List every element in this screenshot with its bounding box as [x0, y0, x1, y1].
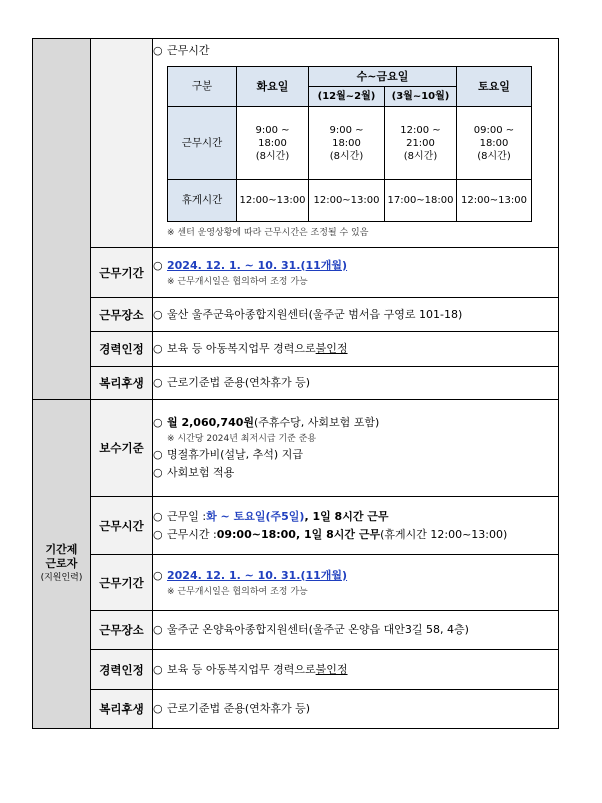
- career-content-1: ○ 보육 등 아동복지업무 경력으로 불인정: [153, 332, 559, 367]
- work-hours-note: ※ 센터 운영상황에 따라 근무시간은 조정될 수 있음: [167, 228, 369, 238]
- sched-row-work-label: 근무시간: [168, 107, 237, 180]
- header-cell-empty: [91, 39, 153, 248]
- sched-work-other: 12:00 ~ 21:00 (8시간): [385, 107, 457, 180]
- period-label-2: 근무기간: [91, 555, 153, 611]
- work-hours-content-2: ○ 근무일 : 화 ~ 토요일(주5일) , 1일 8시간 근무 ○ 근무시간 : 09:00~18:00, 1일 8시간 근무 (휴게시간 12:00~13:00): [153, 497, 559, 555]
- work-time-value: 09:00~18:00, 1일 8시간 근무: [216, 527, 381, 541]
- pay-label-2: 보수기준: [91, 400, 153, 497]
- row-place-2: [33, 611, 559, 650]
- sched-break-other: 17:00~18:00: [385, 180, 457, 222]
- sched-work-sat: 09:00 ~ 18:00 (8시간): [457, 107, 532, 180]
- row-welfare-2: [33, 690, 559, 729]
- period-content-1: ○ 2024. 12. 1. ~ 10. 31.(11개월) ※ 근무개시일은 협의하여 조정 가능: [153, 248, 559, 298]
- row-career-2: [33, 650, 559, 690]
- pay-holiday: 명절휴가비(설날, 추석) 지급: [167, 448, 303, 461]
- sched-work-tue: 9:00 ~ 18:00 (8시간): [237, 107, 309, 180]
- period-note-1: ※ 근무개시일은 협의하여 조정 가능: [167, 276, 308, 287]
- category-line1: 기간제: [45, 543, 78, 556]
- career-label-1: 경력인정: [91, 332, 153, 367]
- pay-amount: 월 2,060,740원: [167, 416, 255, 429]
- sched-break-sat: 12:00~13:00: [457, 180, 532, 222]
- welfare-value-1: 근로기준법 준용(연차휴가 등): [167, 376, 311, 389]
- pay-amount-detail: (주휴수당, 사회보험 포함): [254, 416, 380, 429]
- pay-note: ※ 시간당 2024년 최저시급 기준 준용: [167, 434, 317, 444]
- career-emph-1: 불인정: [315, 342, 348, 355]
- place-content-1: ○ 울산 울주군육아종합지원센터(울주군 범서읍 구영로 101-18): [153, 298, 559, 332]
- welfare-label-2: 복리후생: [91, 690, 153, 729]
- place-value-2: 울주군 온양육아종합지원센터(울주군 온양읍 대안3길 58, 4층): [167, 623, 469, 636]
- sched-header-winter: (12월~2월): [309, 87, 385, 107]
- pay-content-2: ○ 월 2,060,740원 (주휴수당, 사회보험 포함) ※ 시간당 2024년 최저시급 기준 준용 ○ 명절휴가비(설날, 추석) 지급 ○ 사회보험 적용: [153, 400, 559, 497]
- place-value-1: 울산 울주군육아종합지원센터(울주군 범서읍 구영로 101-18): [167, 307, 463, 321]
- row-period-2: [33, 555, 559, 611]
- welfare-label-1: 복리후생: [91, 367, 153, 400]
- place-content-2: ○ 울주군 온양육아종합지원센터(울주군 온양읍 대안3길 58, 4층): [153, 611, 559, 650]
- period-label-1: 근무기간: [91, 248, 153, 298]
- row-work-hours-1: [33, 39, 559, 248]
- welfare-value-2: 근로기준법 준용(연차휴가 등): [167, 702, 311, 715]
- period-value-2: 2024. 12. 1. ~ 10. 31.(11개월): [167, 568, 348, 582]
- career-emph-2: 불인정: [315, 662, 348, 676]
- row-work-hours-2: [33, 497, 559, 555]
- recruitment-table: [32, 38, 559, 729]
- period-value-1: 2024. 12. 1. ~ 10. 31.(11개월): [167, 258, 348, 272]
- period-note-2: ※ 근무개시일은 협의하여 조정 가능: [167, 586, 308, 597]
- category-cell-1: [33, 39, 91, 400]
- row-period-1: [33, 248, 559, 298]
- work-days-value: 화 ~ 토요일(주5일): [206, 509, 305, 523]
- sched-header-sat: 토요일: [457, 67, 532, 107]
- place-label-1: 근무장소: [91, 298, 153, 332]
- sched-work-winter: 9:00 ~ 18:00 (8시간): [309, 107, 385, 180]
- sched-break-winter: 12:00~13:00: [309, 180, 385, 222]
- sched-header-wed-fri: 수~금요일: [309, 67, 457, 87]
- place-label-2: 근무장소: [91, 611, 153, 650]
- work-hours-label-2: 근무시간: [91, 497, 153, 555]
- category-cell-2: [33, 400, 91, 729]
- category-line2: 근로자: [45, 557, 78, 570]
- period-content-2: ○ 2024. 12. 1. ~ 10. 31.(11개월) ※ 근무개시일은 협의하여 조정 가능: [153, 555, 559, 611]
- career-label-2: 경력인정: [91, 650, 153, 690]
- work-hours-title: 근무시간: [167, 44, 210, 57]
- sched-break-tue: 12:00~13:00: [237, 180, 309, 222]
- row-career-1: [33, 332, 559, 367]
- row-place-1: [33, 298, 559, 332]
- welfare-content-1: ○ 근로기준법 준용(연차휴가 등): [153, 367, 559, 400]
- document-page: [32, 38, 558, 729]
- sched-row-break-label: 휴게시간: [168, 180, 237, 222]
- schedule-table: [167, 66, 532, 222]
- career-content-2: ○ 보육 등 아동복지업무 경력으로 불인정: [153, 650, 559, 690]
- category-line3: (지원인력): [40, 573, 83, 583]
- sched-header-tue: 화요일: [237, 67, 309, 107]
- sched-header-other: (3월~10월): [385, 87, 457, 107]
- pay-insurance: 사회보험 적용: [167, 466, 235, 479]
- work-hours-content: ○ 근무시간 구분 화요일 수~금요일 토요일 (12월~2월) (3월~10월) 근무시간 9:00 ~ 18:00 (8시간) 9:00 ~ 18:00 (8시간) 12:00 ~ 21:00 (8시간) 09:00 ~ 18:00 (8시간) 휴게시간 12:00~13:00 12:00~13:00 17:00~18:00 12:00~13:00 ※ 센터 운영상황에 따라 근무시간은 조정될 수 있음: [153, 39, 559, 248]
- row-pay-2: [33, 400, 559, 497]
- welfare-content-2: ○ 근로기준법 준용(연차휴가 등): [153, 690, 559, 729]
- row-welfare-1: [33, 367, 559, 400]
- sched-header-label: 구분: [168, 67, 237, 107]
